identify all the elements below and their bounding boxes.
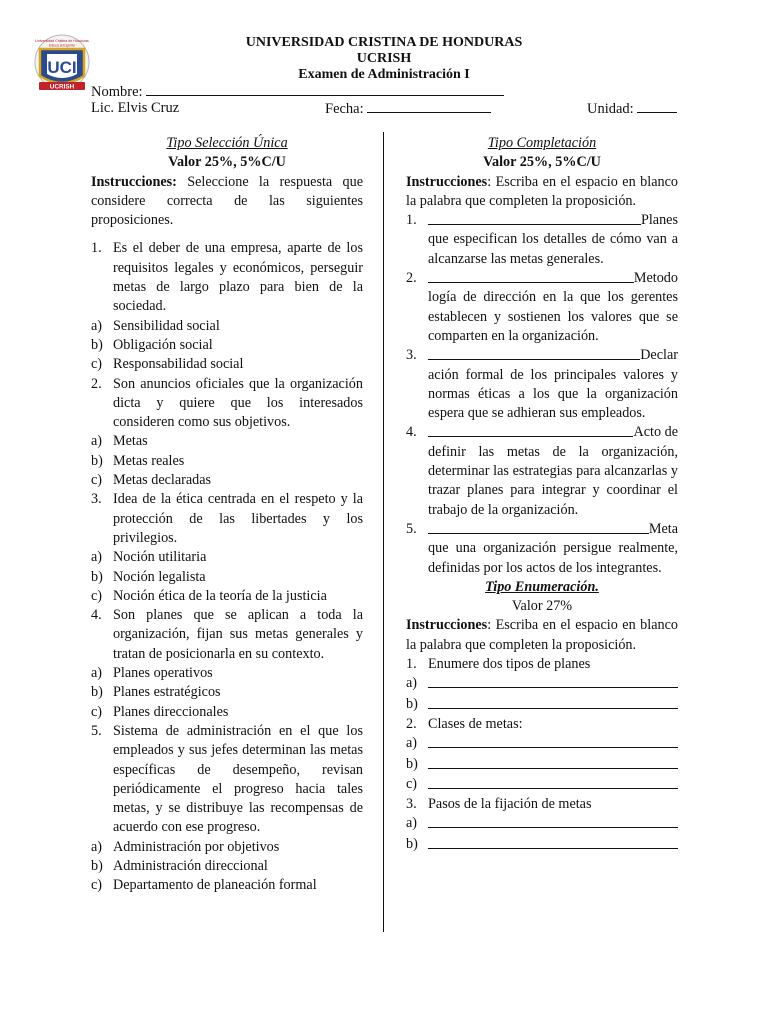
option-letter: a) (91, 549, 103, 566)
university-name: UNIVERSIDAD CRISTINA DE HONDURAS (245, 35, 523, 50)
unit-row (587, 100, 677, 118)
enum-question-1: 1. Enumere dos tipos de planes (406, 656, 591, 673)
option-letter: c) (91, 587, 103, 604)
question-number: 3. (91, 491, 102, 508)
completion-list (406, 211, 678, 578)
completion-item (406, 211, 678, 269)
option-letter: a) (91, 317, 103, 334)
question (91, 606, 363, 664)
instructions (406, 173, 678, 212)
item-number: 3. (406, 347, 417, 364)
answer-option[interactable] (91, 664, 363, 683)
option-letter: a) (91, 665, 103, 682)
answer-line[interactable]: a) (406, 734, 678, 754)
word-fragment: Acto de (633, 424, 678, 441)
option-letter: b) (91, 336, 103, 353)
option-letter: c) (91, 877, 103, 894)
answer-blank[interactable] (428, 674, 678, 688)
answer-blank[interactable] (428, 814, 678, 828)
question-list (91, 239, 363, 895)
section-title: Tipo Completación (487, 135, 597, 151)
answer-option[interactable] (91, 683, 363, 702)
enum-title: Tipo Enumeración. (485, 578, 599, 595)
answer-option[interactable] (91, 355, 363, 374)
logo-motto: Educa al Espíritu (49, 43, 75, 48)
enum-value: Valor 27% (511, 598, 573, 615)
date-label: Fecha: (325, 101, 364, 117)
answer-line[interactable]: b) (406, 835, 678, 855)
option-letter: b) (91, 452, 103, 469)
name-blank[interactable] (146, 83, 504, 96)
instructions (91, 173, 363, 231)
answer-option[interactable] (91, 548, 363, 567)
option-text: Noción utilitaria (113, 549, 207, 566)
answer-blank[interactable] (428, 755, 678, 769)
exam-title: Examen de Administración I (298, 67, 470, 82)
question (91, 490, 363, 548)
option-text: Planes operativos (113, 665, 213, 682)
option-text: Planes estratégicos (113, 684, 221, 701)
column-divider (383, 132, 384, 932)
answer-option[interactable] (91, 568, 363, 587)
option-text: Responsabilidad social (113, 356, 244, 373)
logo-banner: UCRISH (49, 83, 75, 91)
question (91, 375, 363, 433)
answer-blank[interactable] (428, 734, 678, 748)
answer-option[interactable] (91, 432, 363, 451)
university-acronym: UCRISH (356, 51, 412, 66)
enum-instructions-text: : Escriba en el espacio en blanco la palabra que completen la proposición. (406, 617, 678, 653)
option-letter: c) (91, 356, 103, 373)
word-fragment: Declar (640, 347, 678, 364)
item-number: 1. (406, 212, 417, 229)
fill-blank[interactable] (428, 346, 640, 360)
answer-option[interactable] (91, 452, 363, 471)
word-fragment: Meta (648, 520, 678, 537)
answer-option[interactable] (91, 838, 363, 857)
teacher-name: Lic. Elvis Cruz (91, 100, 180, 116)
answer-line[interactable]: a) (406, 674, 678, 694)
option-letter: b) (91, 857, 103, 874)
option-text: Noción legalista (113, 568, 206, 585)
option-letter: b) (91, 568, 103, 585)
fill-blank[interactable] (428, 211, 641, 225)
enum-question-2: 2. Clases de metas: (406, 715, 523, 732)
word-fragment: Planes (640, 212, 678, 229)
logo-top-text: Universidad Cristina de Honduras (35, 39, 89, 43)
answer-option[interactable] (91, 857, 363, 876)
answer-line[interactable]: a) (406, 814, 678, 834)
instructions-label: Instrucciones: (91, 173, 177, 190)
completion-item (406, 520, 678, 578)
option-letter: a) (91, 838, 103, 855)
item-number: 5. (406, 520, 417, 537)
answer-blank[interactable] (428, 835, 678, 849)
fill-blank[interactable] (428, 269, 634, 283)
unit-blank[interactable] (637, 100, 677, 113)
selection-section (91, 134, 363, 896)
instructions-text: Seleccione la respuesta que considere correcta de las siguientes proposiciones. (91, 173, 363, 229)
option-text: Noción ética de la teoría de la justicia (113, 587, 327, 604)
instructions-label: Instrucciones (406, 173, 488, 190)
word-fragment: Metodo (633, 270, 678, 287)
item-text: que especifican los detalles de cómo van a alcanzarse las metas generales. (428, 231, 678, 267)
answer-blank[interactable] (428, 775, 678, 789)
answer-line[interactable]: b) (406, 755, 678, 775)
answer-option[interactable] (91, 587, 363, 606)
item-text: que una organización persigue realmente, definidas por los actos de los integrantes. (428, 540, 678, 576)
name-row (91, 83, 504, 101)
option-text: Administración por objetivos (113, 838, 280, 855)
answer-option[interactable] (91, 317, 363, 336)
option-text: Planes direccionales (113, 703, 229, 720)
section-value: Valor 25%, 5%C/U (168, 154, 286, 171)
logo-letters: UCI (47, 58, 77, 77)
question-text: Son anuncios oficiales que la organización dicta y quiere que los interesados consideren como sus objetivos. (113, 375, 363, 431)
option-text: Metas reales (113, 452, 185, 469)
option-text: Administración direccional (113, 857, 268, 874)
answer-line[interactable]: c) (406, 775, 678, 795)
question-number: 2. (91, 375, 102, 392)
answer-option[interactable] (91, 703, 363, 722)
completion-item (406, 423, 678, 519)
option-text: Obligación social (113, 336, 213, 353)
question-text: Idea de la ética centrada en el respeto y la protección de las libertades y los privilegios. (113, 491, 363, 546)
name-label: Nombre: (91, 84, 143, 100)
answer-blank[interactable] (428, 695, 678, 709)
date-row (325, 100, 491, 118)
question-text: Es el deber de una empresa, aparte de los requisitos legales y económicos, perseguir metas de largo plazo para bien de la sociedad. (113, 240, 363, 315)
answer-line[interactable]: b) (406, 695, 678, 715)
option-letter: a) (91, 433, 103, 450)
fill-blank[interactable] (428, 423, 633, 437)
question-text: Son planes que se aplican a toda la organización, fijan sus metas generales y tratan de posicionarla en su contexto. (113, 607, 363, 662)
option-letter: c) (91, 472, 103, 489)
item-number: 4. (406, 424, 417, 441)
option-text: Sensibilidad social (113, 317, 220, 334)
enum-question-3: 3. Pasos de la fijación de metas (406, 796, 592, 813)
section-title: Tipo Selección Única (166, 135, 288, 151)
item-number: 2. (406, 270, 417, 287)
instructions-text: : Escriba en el espacio en blanco la palabra que completen la proposición. (406, 173, 678, 209)
option-letter: c) (91, 703, 103, 720)
question-number: 4. (91, 607, 102, 624)
option-text: Departamento de planeación formal (113, 877, 317, 894)
option-text: Metas (113, 433, 148, 450)
answer-option[interactable] (91, 336, 363, 355)
completion-item (406, 269, 678, 346)
fill-blank[interactable] (428, 520, 649, 534)
enum-instructions-label: Instrucciones (406, 617, 488, 634)
completion-section (406, 134, 678, 855)
question (91, 239, 363, 316)
answer-option[interactable] (91, 471, 363, 490)
option-letter: b) (91, 684, 103, 701)
question-text: Sistema de administración en el que los empleados y sus jefes determinan las metas específicas de desempeño, revisan periódicamente el progreso hacia tales metas, y se distribuye las recompensas de acuerdo con ese progreso. (113, 722, 363, 836)
enum-instructions (406, 616, 678, 655)
question-number: 1. (91, 240, 102, 257)
question (91, 722, 363, 838)
item-text: logía de dirección en la que los gerentes establecen y sostienen los valores que se comparten en la organización. (428, 289, 678, 344)
item-text: ación formal de los principales valores y normas éticas a los que la organización espera que se adhieran sus empleados. (428, 366, 678, 422)
date-blank[interactable] (367, 100, 491, 113)
section-value: Valor 25%, 5%C/U (483, 154, 601, 171)
item-text: definir las metas de la organización, determinar las estrategias para alcanzarlas y trazar planes para integrar y coordinar el trabajo de la organización. (428, 443, 678, 518)
unit-label: Unidad: (587, 101, 634, 117)
question-number: 5. (91, 722, 102, 739)
answer-option[interactable] (91, 876, 363, 895)
option-text: Metas declaradas (113, 472, 212, 489)
completion-item (406, 346, 678, 423)
